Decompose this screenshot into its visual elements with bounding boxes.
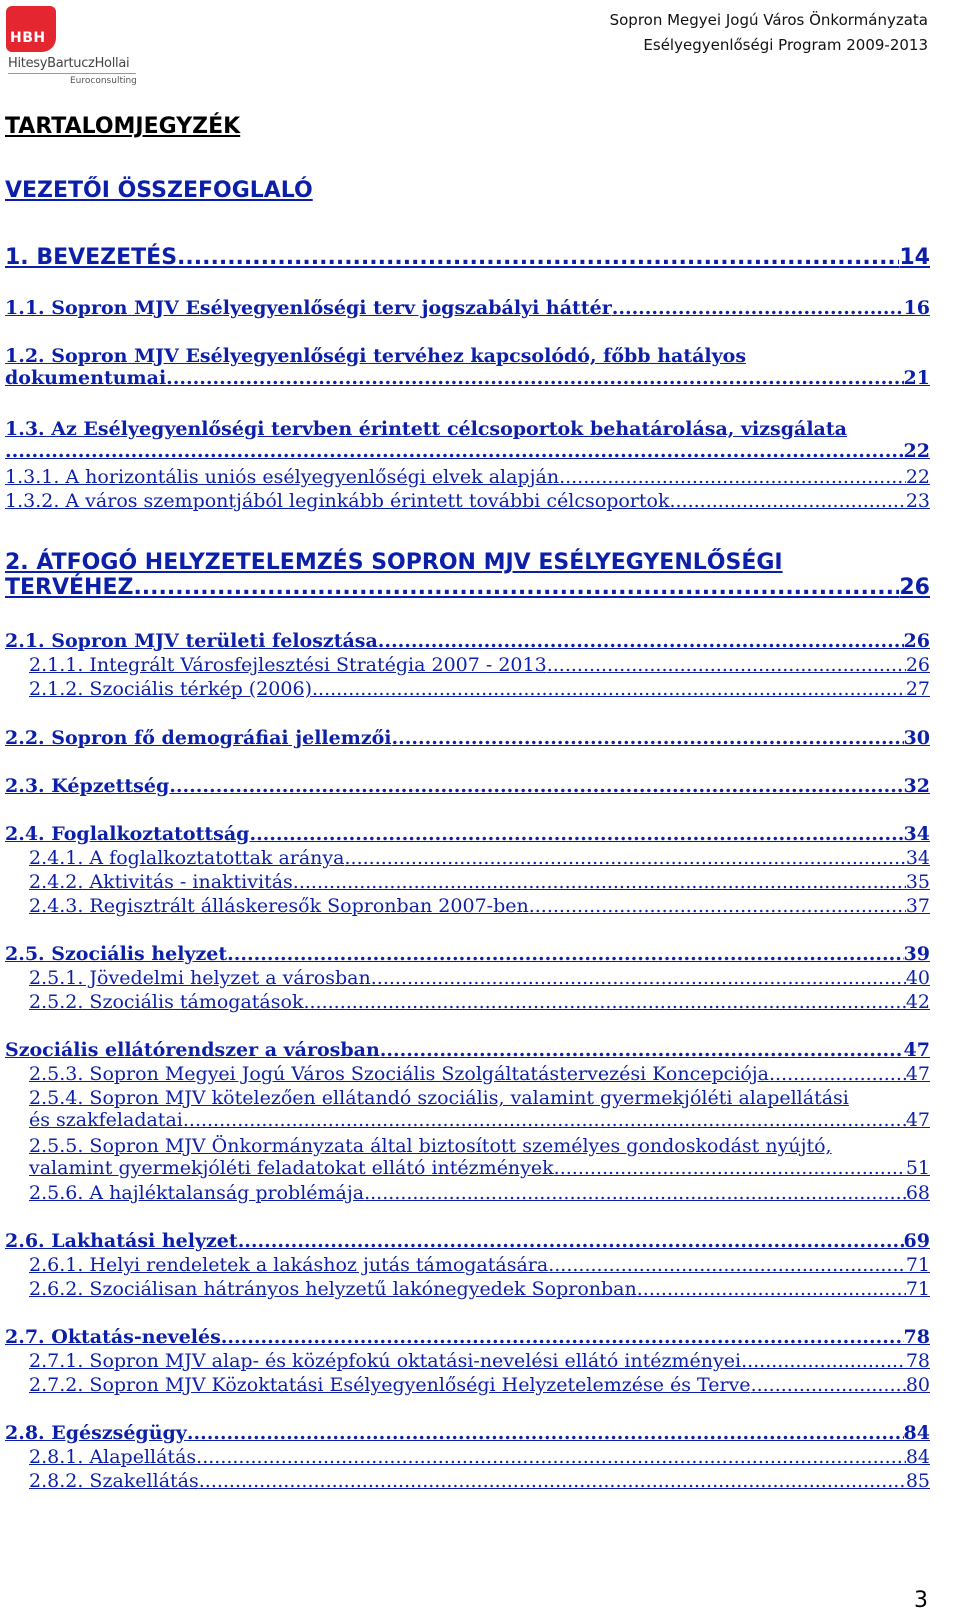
toc-entry-2-4-3[interactable]: 2.4.3. Regisztrált álláskeresők Sopronban 2007-ben ..... 37: [29, 895, 930, 917]
page-header: [610, 8, 928, 58]
toc-entry-2-4-1[interactable]: 2.4.1. A foglalkoztatottak aránya ..... 34: [29, 847, 930, 869]
toc-entry-2[interactable]: 2. ÁTFOGÓ HELYZETELEMZÉS SOPRON MJV ESÉLYEGYENLŐSÉGI TERVÉHEZ ..... 26: [5, 550, 930, 600]
toc-entry-2-3[interactable]: 2.3. Képzettség ..... 32: [5, 775, 930, 797]
toc-entry-2-1-1[interactable]: 2.1.1. Integrált Városfejlesztési Stratégia 2007 - 2013 ..... 26: [29, 654, 930, 676]
toc-entry-2-7[interactable]: 2.7. Oktatás-nevelés ..... 78: [5, 1326, 930, 1348]
toc-entry-1-1[interactable]: 1.1. Sopron MJV Esélyegyenlőségi terv jogszabályi háttér ..... 16: [5, 297, 930, 319]
header-line-2: Esélyegyenlőségi Program 2009-2013: [643, 36, 928, 54]
hbh-logo: [6, 6, 136, 86]
summary-heading[interactable]: VEZETŐI ÖSSZEFOGLALÓ: [5, 178, 313, 203]
toc-entry-2-1-2[interactable]: 2.1.2. Szociális térkép (2006) ..... 27: [29, 678, 930, 700]
toc-entry-1-3-2[interactable]: 1.3.2. A város szempontjából leginkább érintett további célcsoportok ..... 23: [5, 490, 930, 512]
logo-name: HitesyBartuczHollai: [8, 56, 130, 71]
toc-entry-2-7-2[interactable]: 2.7.2. Sopron MJV Közoktatási Esélyegyenlőségi Helyzetelemzése és Terve ..... 80: [29, 1374, 930, 1396]
toc-entry-2-1[interactable]: 2.1. Sopron MJV területi felosztása ..... 26: [5, 630, 930, 652]
toc-entry-2-4-2[interactable]: 2.4.2. Aktivitás - inaktivitás ..... 35: [29, 871, 930, 893]
toc-entry-1-2[interactable]: 1.2. Sopron MJV Esélyegyenlőségi tervéhez kapcsolódó, főbb hatályos dokumentumai ..... 21: [5, 345, 930, 389]
toc-entry-2-4[interactable]: 2.4. Foglalkoztatottság ..... 34: [5, 823, 930, 845]
toc-entry-2-8-2[interactable]: 2.8.2. Szakellátás ..... 85: [29, 1470, 930, 1492]
toc-entry-2-2[interactable]: 2.2. Sopron fő demográfiai jellemzői ..... 30: [5, 727, 930, 749]
toc-entry-1[interactable]: 1. BEVEZETÉS ..... 14: [5, 245, 930, 270]
toc-entry-2-5-4[interactable]: 2.5.4. Sopron MJV kötelezően ellátandó szociális, valamint gyermekjóléti alapellátási és szakfeladatai ..... 47: [29, 1087, 930, 1131]
toc-entry-2-6[interactable]: 2.6. Lakhatási helyzet ..... 69: [5, 1230, 930, 1252]
page-number: 3: [914, 1588, 928, 1613]
toc-entry-1-3[interactable]: 1.3. Az Esélyegyenlőségi tervben érintett célcsoportok behatárolása, vizsgálata ..... 22: [5, 418, 930, 462]
toc-entry-1-3-1[interactable]: 1.3.1. A horizontális uniós esélyegyenlőségi elvek alapján ..... 22: [5, 466, 930, 488]
header-line-1: Sopron Megyei Jogú Város Önkormányzata: [609, 11, 928, 29]
toc-entry-2-5[interactable]: 2.5. Szociális helyzet ..... 39: [5, 943, 930, 965]
toc-heading: TARTALOMJEGYZÉK: [5, 114, 241, 139]
logo-subtitle: Euroconsulting: [70, 76, 137, 86]
toc-entry-2-5-5[interactable]: 2.5.5. Sopron MJV Önkormányzata által biztosított személyes gondoskodást nyújtó, valamint gyermekjóléti feladatokat ellátó intézmények ..... 51: [29, 1135, 930, 1179]
toc-entry-2-8-1[interactable]: 2.8.1. Alapellátás ..... 84: [29, 1446, 930, 1468]
logo-mark: HBH: [6, 6, 56, 52]
toc-entry-2-5-1[interactable]: 2.5.1. Jövedelmi helyzet a városban ..... 40: [29, 967, 930, 989]
toc-entry-2-6-2[interactable]: 2.6.2. Szociálisan hátrányos helyzetű lakónegyedek Sopronban ..... 71: [29, 1278, 930, 1300]
logo-divider: [8, 73, 136, 74]
toc-entry-social-system[interactable]: Szociális ellátórendszer a városban ..... 47: [5, 1039, 930, 1061]
toc-entry-2-5-3[interactable]: 2.5.3. Sopron Megyei Jogú Város Szociális Szolgáltatástervezési Koncepciója ..... 47: [29, 1063, 930, 1085]
toc-entry-2-6-1[interactable]: 2.6.1. Helyi rendeletek a lakáshoz jutás támogatására ..... 71: [29, 1254, 930, 1276]
toc-entry-2-5-2[interactable]: 2.5.2. Szociális támogatások ..... 42: [29, 991, 930, 1013]
toc-entry-2-7-1[interactable]: 2.7.1. Sopron MJV alap- és középfokú oktatási-nevelési ellátó intézményei ..... 78: [29, 1350, 930, 1372]
toc-entry-2-8[interactable]: 2.8. Egészségügy ..... 84: [5, 1422, 930, 1444]
toc-entry-2-5-6[interactable]: 2.5.6. A hajléktalanság problémája ..... 68: [29, 1182, 930, 1204]
